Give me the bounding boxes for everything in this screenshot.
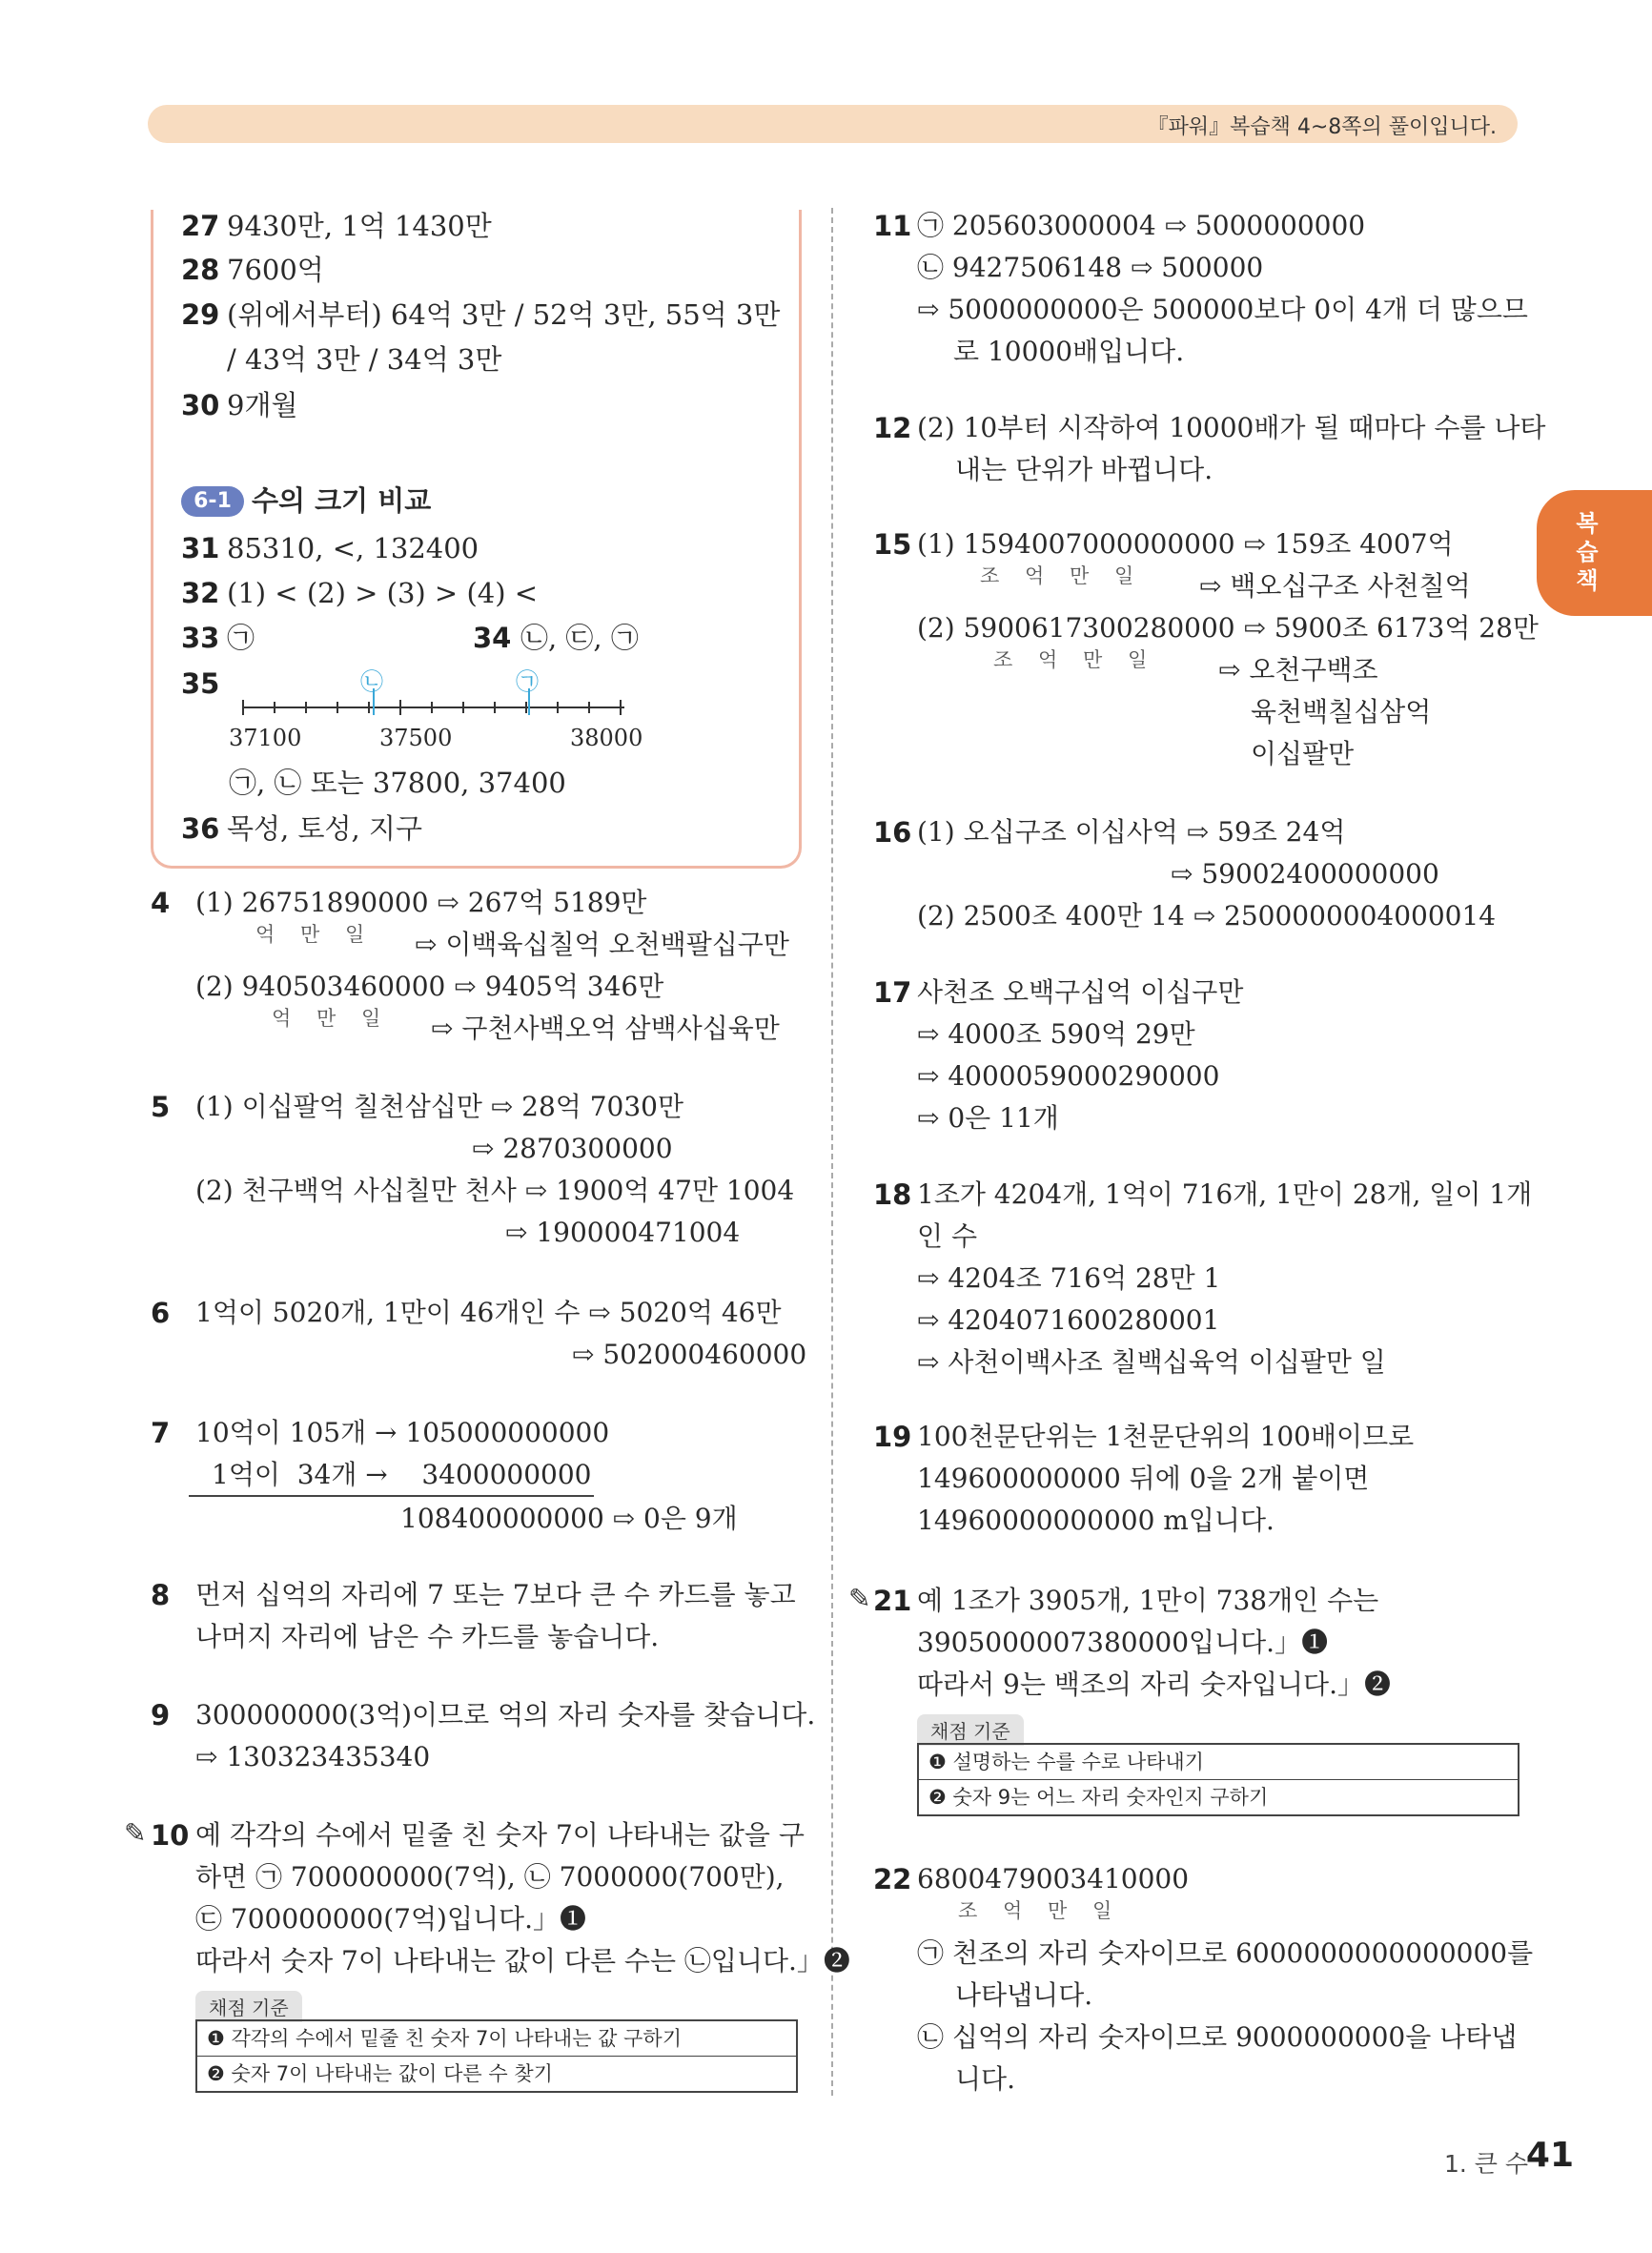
q9-number: 9 xyxy=(151,1699,171,1731)
header-bar xyxy=(148,105,1518,143)
q8-number: 8 xyxy=(151,1579,171,1611)
q17-line3: ⇨ 4000059000290000 xyxy=(917,1060,1220,1092)
q17-line1: 사천조 오백구십억 이십구만 xyxy=(917,976,1244,1008)
q31-number: 31 xyxy=(181,532,220,564)
q10-rubric-row2: ❷ 숫자 7이 나타내는 값이 다른 수 찾기 xyxy=(207,2062,553,2085)
q5-part1-number: ⇨ 2870300000 xyxy=(472,1133,673,1164)
q21-rubric-row2: ❷ 숫자 9는 어느 자리 숫자인지 구하기 xyxy=(928,1786,1269,1809)
q21-line2: 3905000007380000입니다.」❶ xyxy=(917,1627,1329,1658)
q11-line3: ⇨ 5000000000은 500000보다 0이 4개 더 많으므 xyxy=(917,294,1528,325)
q28-answer: 7600억 xyxy=(227,254,324,286)
pencil-icon: ✎ xyxy=(124,1817,147,1849)
q22-number: 22 xyxy=(873,1863,912,1895)
q6-answer-number: ⇨ 502000460000 xyxy=(572,1339,807,1370)
q15-part1: (1) 1594007000000000 ⇨ 159조 4007억 xyxy=(917,528,1454,560)
q33-answer: ㉠ xyxy=(227,622,255,654)
q29-number: 29 xyxy=(181,298,220,331)
q7-row1: 10억이 105개 → 105000000000 xyxy=(195,1417,610,1448)
q35-answer: ㉠, ㉡ 또는 37800, 37400 xyxy=(229,767,566,799)
q34-number: 34 xyxy=(473,622,512,654)
q30-answer: 9개월 xyxy=(227,389,298,421)
q35-tick-37100: 37100 xyxy=(229,725,302,751)
q22-line2: 나타냅니다. xyxy=(955,1979,1093,2011)
q27-answer: 9430만, 1억 1430만 xyxy=(227,210,492,242)
q12-line2: 내는 단위가 바뀝니다. xyxy=(955,454,1214,485)
q12-number: 12 xyxy=(873,412,912,444)
q15-part2-units: 조 억 만 일 xyxy=(993,648,1148,671)
q21-number: 21 xyxy=(873,1585,912,1617)
q19-line3: 14960000000000 m입니다. xyxy=(917,1505,1275,1536)
q15-part2-words1: ⇨ 오천구백조 xyxy=(1218,654,1378,686)
q4-number: 4 xyxy=(151,887,171,919)
q15-part1-units: 조 억 만 일 xyxy=(980,564,1134,587)
q29-answer-line1: (위에서부터) 64억 3만 / 52억 3만, 55억 3만 xyxy=(227,298,781,331)
q28-number: 28 xyxy=(181,254,220,286)
q22-number-value: 6800479003410000 xyxy=(917,1863,1190,1895)
q10-line2: 하면 ㉠ 700000000(7억), ㉡ 7000000(700만), xyxy=(195,1861,785,1893)
q11-line1: ㉠ 205603000004 ⇨ 5000000000 xyxy=(917,210,1366,241)
q16-part2: (2) 2500조 400만 14 ⇨ 2500000004000014 xyxy=(917,900,1497,932)
q36-number: 36 xyxy=(181,812,220,845)
q11-line4: 로 10000배입니다. xyxy=(953,336,1185,367)
q35-marker-left: ㉡ xyxy=(360,668,383,695)
q10-line1: 예 각각의 수에서 밑줄 친 숫자 7이 나타내는 값을 구 xyxy=(195,1819,805,1851)
q35-number: 35 xyxy=(181,667,220,700)
q9-line1: 300000000(3억)이므로 억의 자리 숫자를 찾습니다. xyxy=(195,1699,816,1731)
q4-part2: (2) 940503460000 ⇨ 9405억 346만 xyxy=(195,971,664,1002)
q7-row2: 1억이 34개 → 3400000000 xyxy=(212,1459,592,1490)
q15-part2-words3: 이십팔만 xyxy=(1251,738,1355,769)
q16-number: 16 xyxy=(873,816,912,849)
q35-marker-right: ㉠ xyxy=(516,668,539,695)
q15-part2: (2) 5900617300280000 ⇨ 5900조 6173억 28만 xyxy=(917,612,1539,644)
q8-line1: 먼저 십억의 자리에 7 또는 7보다 큰 수 카드를 놓고 xyxy=(195,1579,796,1610)
q31-answer: 85310, <, 132400 xyxy=(227,532,479,564)
q22-line4: 니다. xyxy=(955,2063,1015,2095)
q5-part2: (2) 천구백억 사십칠만 천사 ⇨ 1900억 47만 1004 xyxy=(195,1175,795,1206)
q35-tick-37500: 37500 xyxy=(379,725,453,751)
q16-part1-number: ⇨ 59002400000000 xyxy=(1171,858,1439,890)
q10-rubric-table xyxy=(195,2019,798,2093)
q10-rubric-title: 채점 기준 xyxy=(195,1991,302,2022)
q11-number: 11 xyxy=(873,210,912,242)
q16-part1: (1) 오십구조 이십사억 ⇨ 59조 24억 xyxy=(917,816,1346,848)
side-tab-label: 복습책 xyxy=(1576,510,1599,594)
q18-line4: ⇨ 4204071600280001 xyxy=(917,1304,1220,1336)
q10-line3: ㉢ 700000000(7억)입니다.」❶ xyxy=(195,1903,586,1935)
q19-number: 19 xyxy=(873,1421,912,1453)
q22-units: 조 억 만 일 xyxy=(958,1899,1112,1922)
q15-part2-words2: 육천백칠십삼억 xyxy=(1251,696,1432,727)
q12-line1: (2) 10부터 시작하여 10000배가 될 때마다 수를 나타 xyxy=(917,412,1546,443)
q6-answer: 1억이 5020개, 1만이 46개인 수 ⇨ 5020억 46만 xyxy=(195,1297,782,1328)
q18-line1: 1조가 4204개, 1억이 716개, 1만이 28개, 일이 1개 xyxy=(917,1178,1533,1210)
q4-part2-units: 억 만 일 xyxy=(272,1007,381,1030)
q4-part2-words: ⇨ 구천사백오억 삼백사십육만 xyxy=(431,1013,780,1044)
side-tab[interactable] xyxy=(1537,490,1652,616)
q29-answer-line2: / 43억 3만 / 34억 3만 xyxy=(227,343,502,376)
header-text: 『파워』복습책 4~8쪽의 풀이입니다. xyxy=(1147,115,1497,139)
column-divider xyxy=(831,208,833,2096)
section-tag: 6-1 xyxy=(181,486,244,517)
q34-answer: ㉡, ㉢, ㉠ xyxy=(520,622,639,654)
q17-number: 17 xyxy=(873,976,912,1009)
q35-tick-38000: 38000 xyxy=(570,725,643,751)
q22-line1: ㉠ 천조의 자리 숫자이므로 6000000000000000를 xyxy=(917,1937,1534,1969)
page-number: 41 xyxy=(1525,2136,1574,2175)
q5-number: 5 xyxy=(151,1091,171,1123)
q21-line3: 따라서 9는 백조의 자리 숫자입니다.」❷ xyxy=(917,1669,1391,1700)
q7-sum-line xyxy=(189,1495,594,1497)
q18-line2: 인 수 xyxy=(917,1220,977,1252)
q10-rubric-row1: ❶ 각각의 수에서 밑줄 친 숫자 7이 나타내는 값 구하기 xyxy=(197,2021,796,2057)
q17-line4: ⇨ 0은 11개 xyxy=(917,1102,1059,1134)
q4-part1-units: 억 만 일 xyxy=(255,923,365,946)
q22-line3: ㉡ 십억의 자리 숫자이므로 9000000000을 나타냅 xyxy=(917,2021,1518,2053)
q10-number: 10 xyxy=(151,1819,190,1852)
q27-number: 27 xyxy=(181,210,220,242)
section-title: 수의 크기 비교 xyxy=(252,484,432,517)
q11-line2: ㉡ 9427506148 ⇨ 500000 xyxy=(917,252,1264,283)
q18-line3: ⇨ 4204조 716억 28만 1 xyxy=(917,1262,1221,1294)
q9-line2: ⇨ 130323435340 xyxy=(195,1741,431,1772)
q18-line5: ⇨ 사천이백사조 칠백십육억 이십팔만 일 xyxy=(917,1346,1386,1378)
q4-part1: (1) 26751890000 ⇨ 267억 5189만 xyxy=(195,887,647,918)
q5-part2-number: ⇨ 190000471004 xyxy=(505,1217,741,1248)
q21-line1: 예 1조가 3905개, 1만이 738개인 수는 xyxy=(917,1585,1379,1616)
q21-rubric-title: 채점 기준 xyxy=(917,1714,1024,1746)
pencil-icon: ✎ xyxy=(848,1583,871,1614)
q8-line2: 나머지 자리에 남은 수 카드를 놓습니다. xyxy=(195,1621,660,1652)
q19-line2: 149600000000 뒤에 0을 2개 붙이면 xyxy=(917,1463,1370,1494)
q32-number: 32 xyxy=(181,577,220,609)
chapter-label: 1. 큰 수 xyxy=(1443,2150,1528,2178)
q17-line2: ⇨ 4000조 590억 29만 xyxy=(917,1018,1195,1050)
q21-rubric-table xyxy=(917,1743,1519,1816)
q33-number: 33 xyxy=(181,622,220,654)
q5-part1: (1) 이십팔억 칠천삼십만 ⇨ 28억 7030만 xyxy=(195,1091,684,1122)
q32-answer: (1) < (2) > (3) > (4) < xyxy=(227,577,539,609)
q30-number: 30 xyxy=(181,389,220,421)
q21-rubric-row1: ❶ 설명하는 수를 수로 나타내기 xyxy=(919,1745,1518,1780)
q7-number: 7 xyxy=(151,1417,171,1449)
q15-number: 15 xyxy=(873,528,912,561)
q15-part1-words: ⇨ 백오십구조 사천칠억 xyxy=(1199,570,1471,602)
q6-number: 6 xyxy=(151,1297,171,1329)
q10-line4: 따라서 숫자 7이 나타내는 값이 다른 수는 ㉡입니다.」❷ xyxy=(195,1945,850,1976)
q19-line1: 100천문단위는 1천문단위의 100배이므로 xyxy=(917,1421,1415,1452)
q18-number: 18 xyxy=(873,1178,912,1211)
q7-result: 108400000000 ⇨ 0은 9개 xyxy=(400,1503,738,1534)
q4-part1-words: ⇨ 이백육십칠억 오천백팔십구만 xyxy=(415,929,789,960)
q36-answer: 목성, 토성, 지구 xyxy=(227,812,422,845)
